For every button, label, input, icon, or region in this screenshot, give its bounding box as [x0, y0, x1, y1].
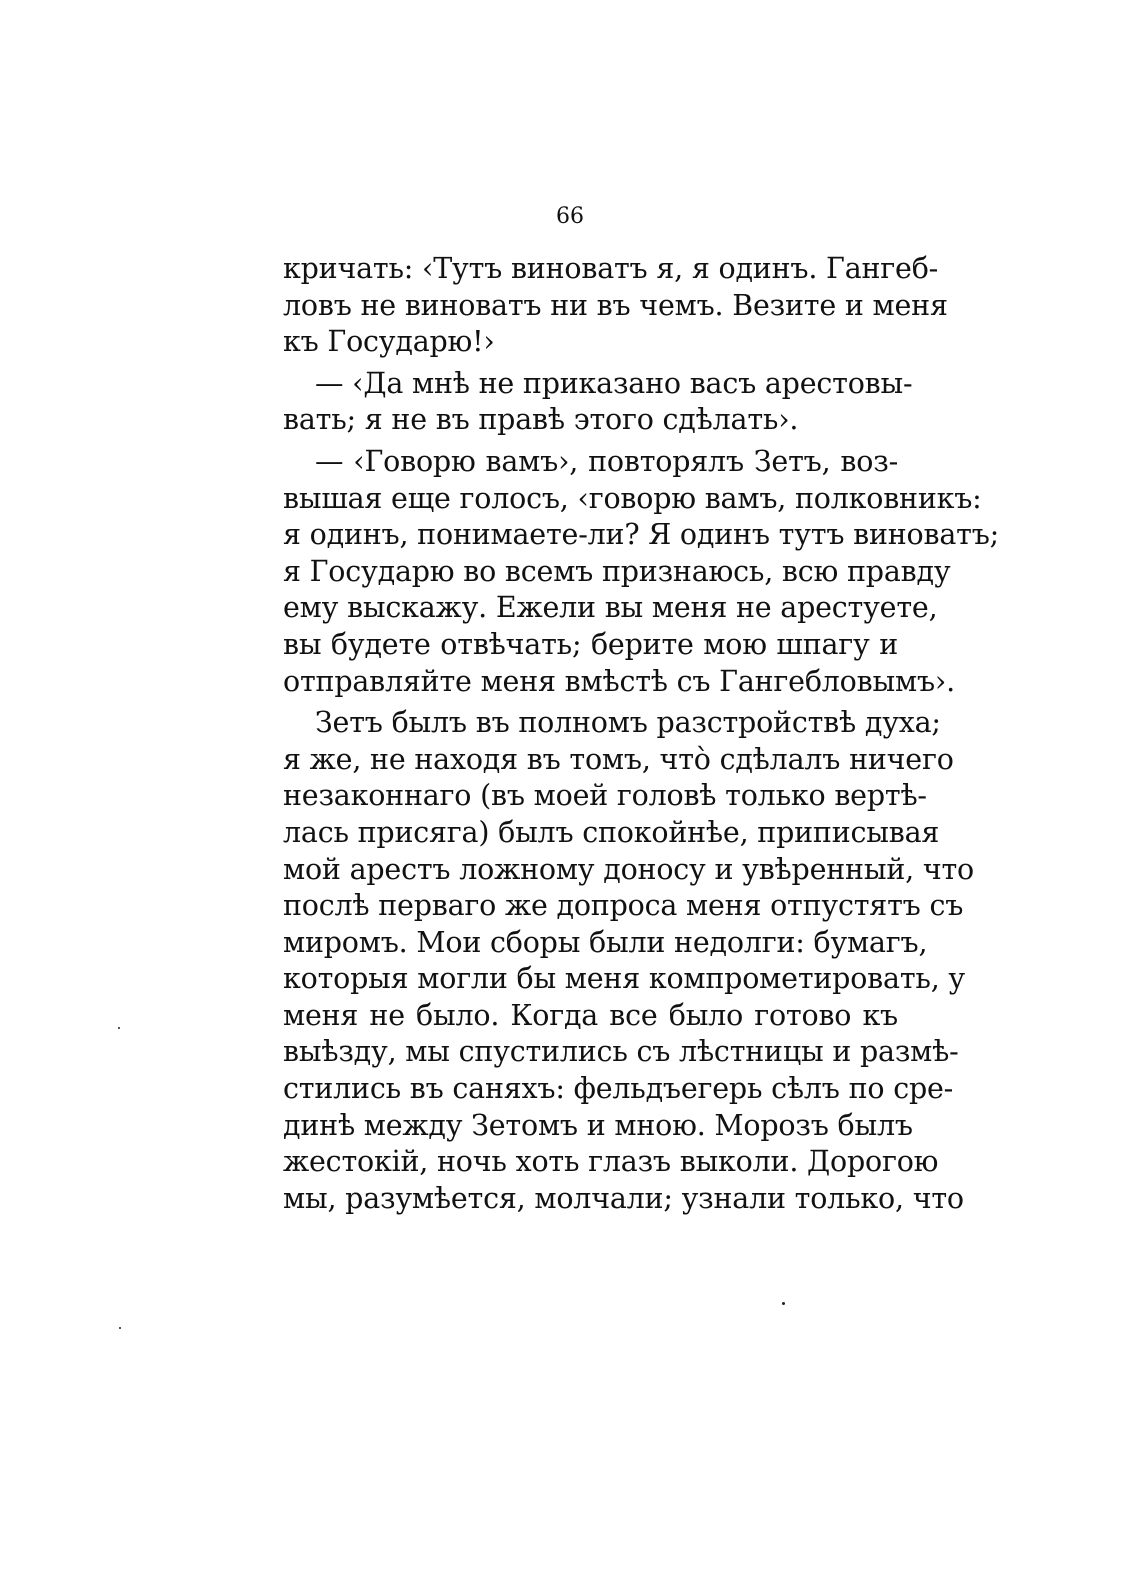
- text-line: жестокій, ночь хоть глазъ выколи. Дорогою: [283, 1145, 939, 1179]
- text-line: вышая еще голосъ, ‹говорю вамъ, полковникъ:: [283, 481, 982, 515]
- paragraph: [283, 705, 975, 1217]
- text-line: миромъ. Мои сборы были недолги: бумагъ,: [283, 925, 928, 959]
- scan-speck: [118, 1027, 120, 1029]
- text-line: послѣ перваго же допроса меня отпустятъ съ: [283, 889, 964, 923]
- text-line: мы, разумѣется, молчали; узнали только, что: [283, 1181, 964, 1215]
- text-line: отправляйте меня вмѣстѣ съ Гангебловымъ›.: [283, 664, 955, 698]
- scan-speck: [119, 1327, 121, 1329]
- text-line: — ‹Говорю вамъ›, повторялъ Зетъ, воз-: [315, 444, 898, 478]
- paragraph: [283, 366, 913, 439]
- body-text: [283, 251, 1000, 1217]
- text-line: выѣзду, мы спустились съ лѣстницы и размѣ-: [283, 1035, 959, 1069]
- paragraph: [283, 444, 1000, 700]
- text-line: — ‹Да мнѣ не приказано васъ арестовы-: [315, 366, 913, 400]
- text-line: ловъ не виноватъ ни въ чемъ. Везите и меня: [283, 288, 948, 322]
- text-line: я одинъ, понимаете-ли? Я одинъ тутъ виноватъ;: [283, 518, 1000, 552]
- text-line: вать; я не въ правѣ этого сдѣлать›.: [283, 403, 799, 437]
- text-line: я же, не находя въ томъ, что̀ сдѣлалъ ничего: [283, 742, 954, 776]
- text-line: кричать: ‹Тутъ виноватъ я, я одинъ. Гангеб-: [283, 252, 939, 285]
- text-line: Зетъ былъ въ полномъ разстройствѣ духа;: [315, 706, 941, 740]
- text-line: къ Государю!›: [283, 325, 495, 359]
- text-line: незаконнаго (въ моей головѣ только вертѣ-: [283, 779, 927, 813]
- page-number: 66: [556, 204, 584, 229]
- text-line: динѣ между Зетомъ и мною. Морозъ былъ: [283, 1108, 913, 1142]
- scan-speck: [782, 1302, 785, 1305]
- text-line: стились въ саняхъ: фельдъегерь сѣлъ по сре-: [283, 1072, 954, 1106]
- text-line: вы будете отвѣчать; берите мою шпагу и: [283, 627, 898, 661]
- text-line: которыя могли бы меня компрометировать, у: [283, 962, 965, 996]
- text-line: мой арестъ ложному доносу и увѣренный, что: [283, 852, 975, 886]
- text-line: я Государю во всемъ признаюсь, всю правду: [283, 554, 951, 588]
- text-line: ему выскажу. Ежели вы меня не арестуете,: [283, 591, 938, 625]
- text-line: меня не было. Когда все было готово къ: [283, 998, 898, 1032]
- paragraph: [283, 251, 948, 361]
- text-line: лась присяга) былъ спокойнѣе, приписывая: [283, 815, 940, 849]
